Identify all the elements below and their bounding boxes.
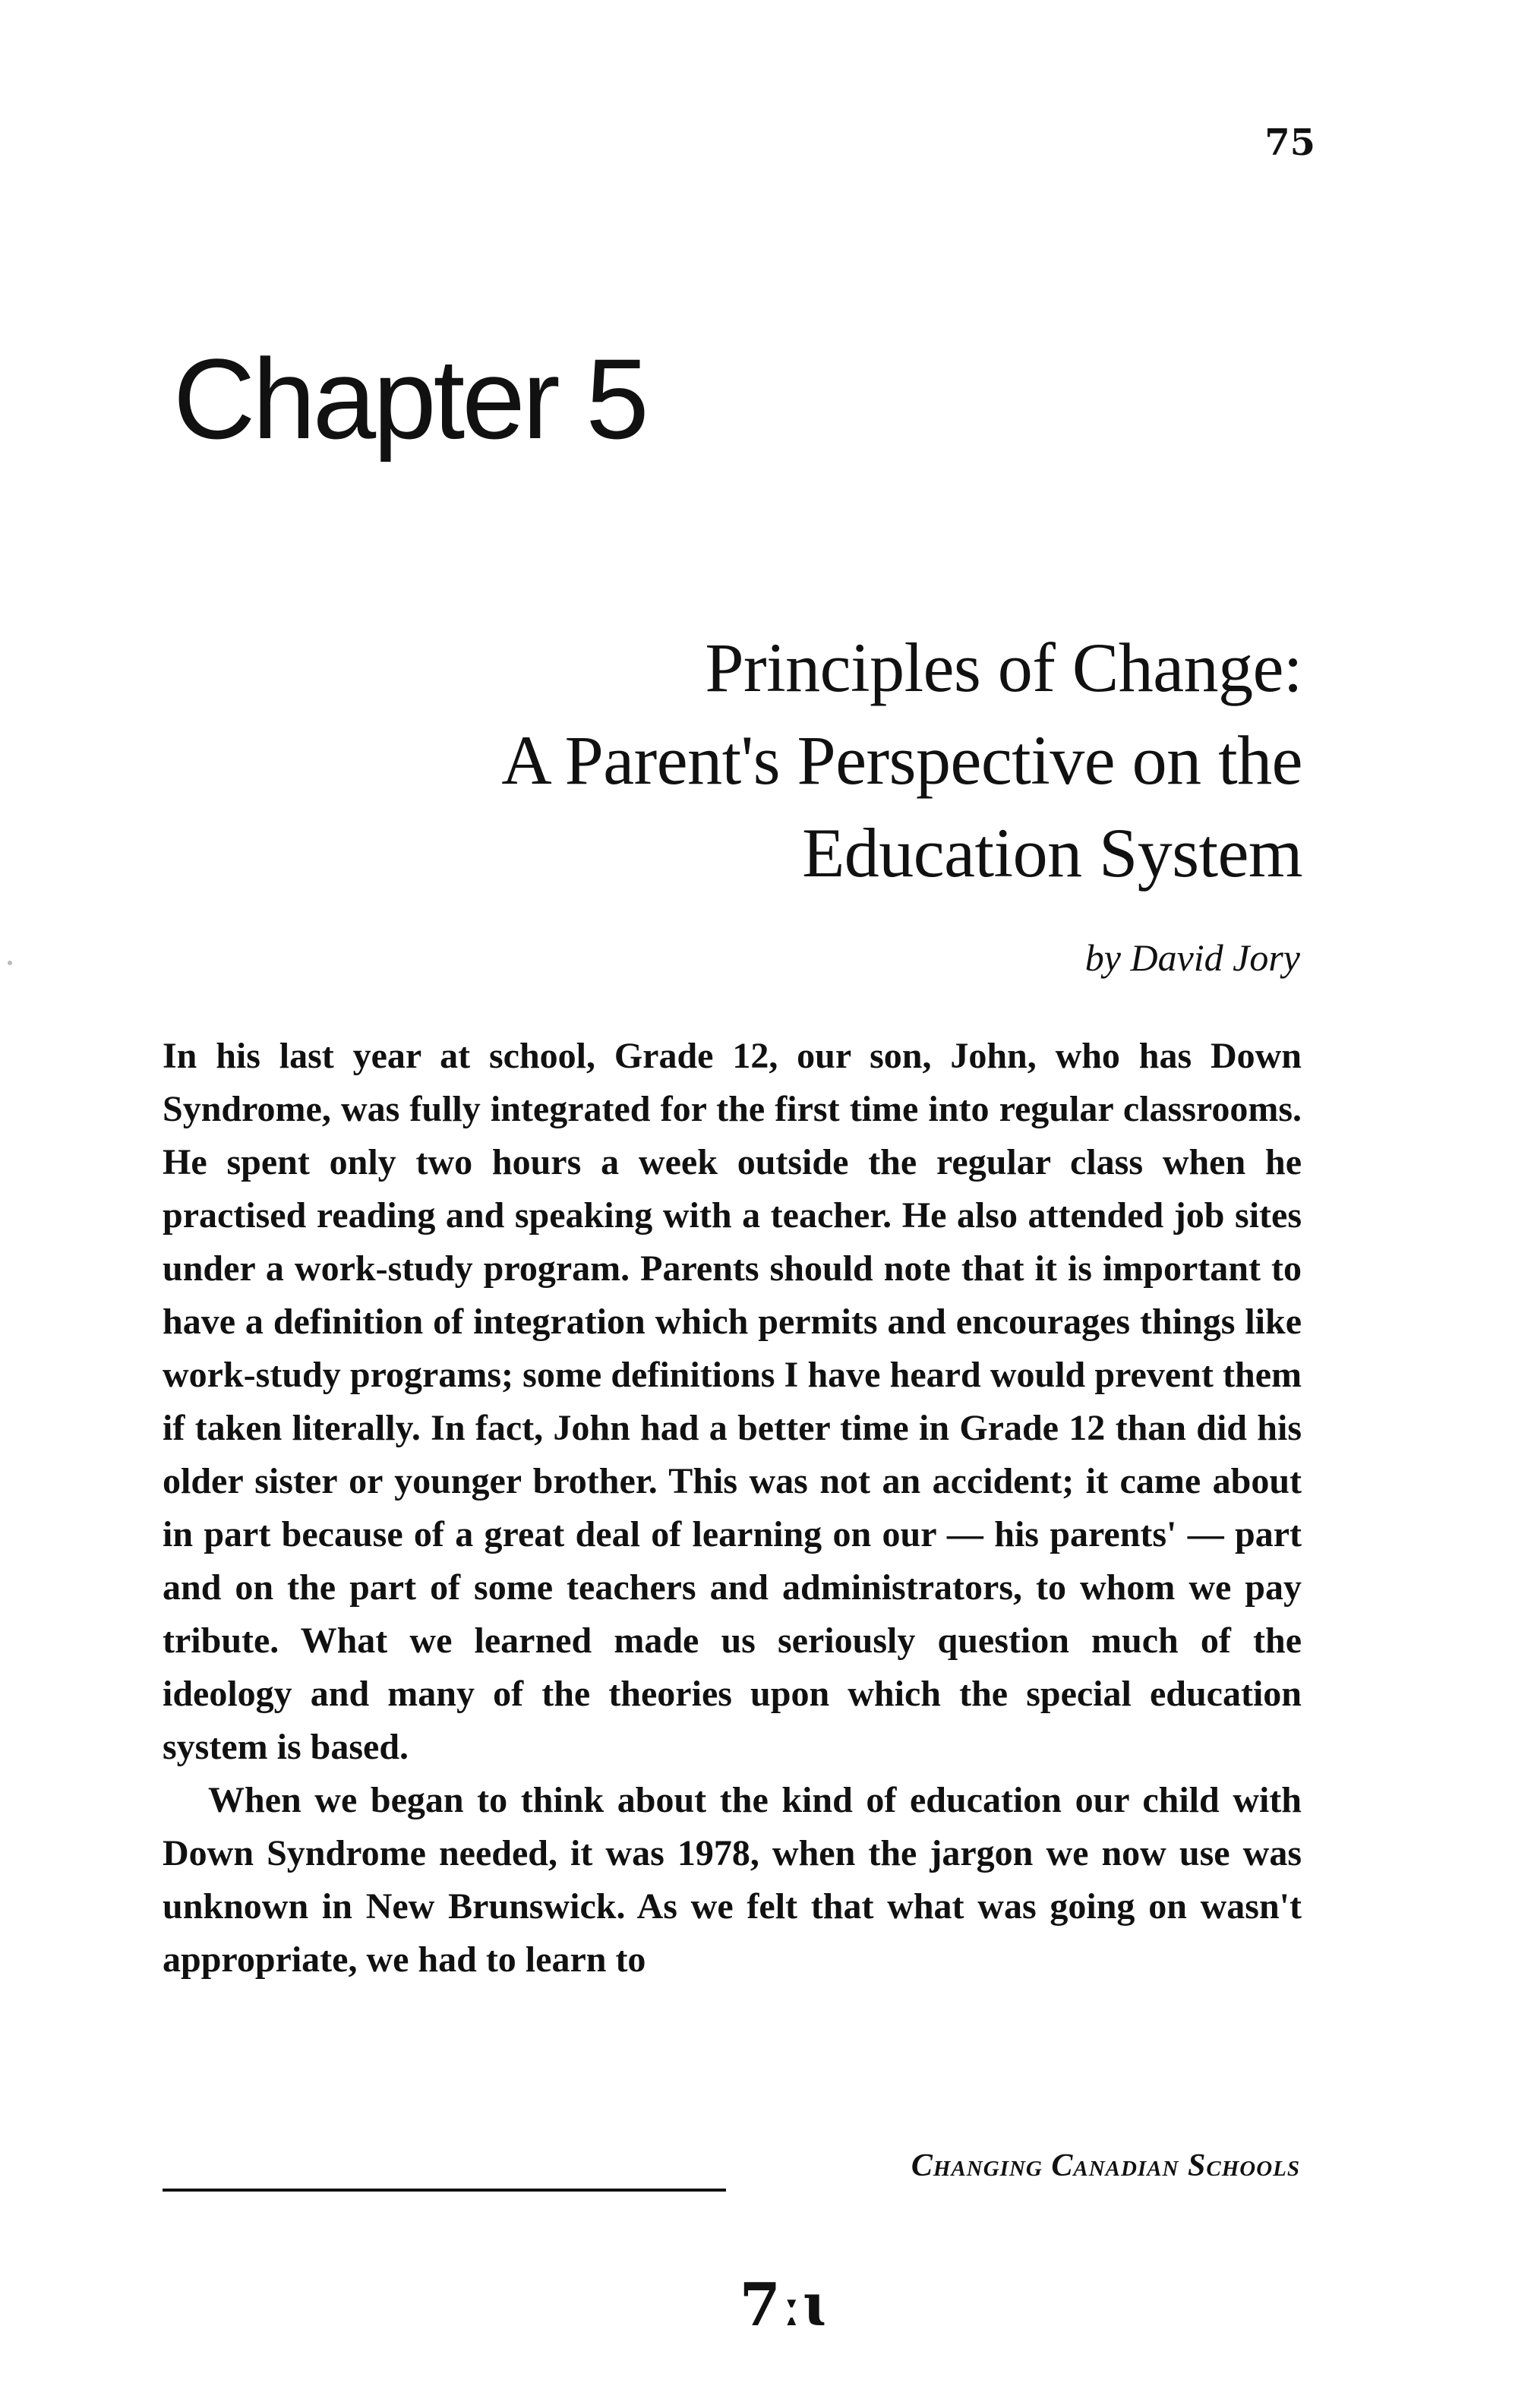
chapter-label: Chapter 5 [173, 335, 646, 462]
chapter-title-line-3: Education System [802, 814, 1302, 892]
footer-page-number: 7ːɩ [739, 2271, 825, 2340]
footer-rule [163, 2189, 726, 2192]
chapter-title [395, 621, 1302, 899]
page-number: 75 [1264, 122, 1315, 164]
author-byline: by David Jory [1084, 936, 1300, 979]
side-mark [8, 961, 12, 965]
paragraph-2: When we began to think about the kind of education our child with Down Syndrome needed, it was 1978, when the jargon we now use was unknown in New Brunswick. As we felt that what was going on wasn't appropriate, we had to learn to [163, 1780, 1302, 1980]
chapter-title-line-1: Principles of Change: [705, 629, 1302, 706]
paragraph-1: In his last year at school, Grade 12, our son, John, who has Down Syndrome, was fully integrated for the first time into regular classrooms. He spent only two hours a week outside the regular class when he practised reading and speaking with a teacher. He also attended job sites under a work-study program. Parents should note that it is important to have a definition of integration which permits and encourages things like work-study programs; some definitions I have heard would prevent them if taken literally. In fact, John had a better time in Grade 12 than did his older sister or younger brother. This was not an accident; it came about in part because of a great deal of learning on our — his parents' — part and on the part of some teachers and administrators, to whom we pay tribute. What we learned made us seriously question much of the ideology and many of the theories upon which the special education system is based. [163, 1036, 1302, 1767]
body-text [163, 1030, 1302, 1987]
chapter-title-line-2: A Parent's Perspective on the [501, 721, 1302, 799]
running-footer-title: Changing Canadian Schools [911, 2148, 1300, 2183]
